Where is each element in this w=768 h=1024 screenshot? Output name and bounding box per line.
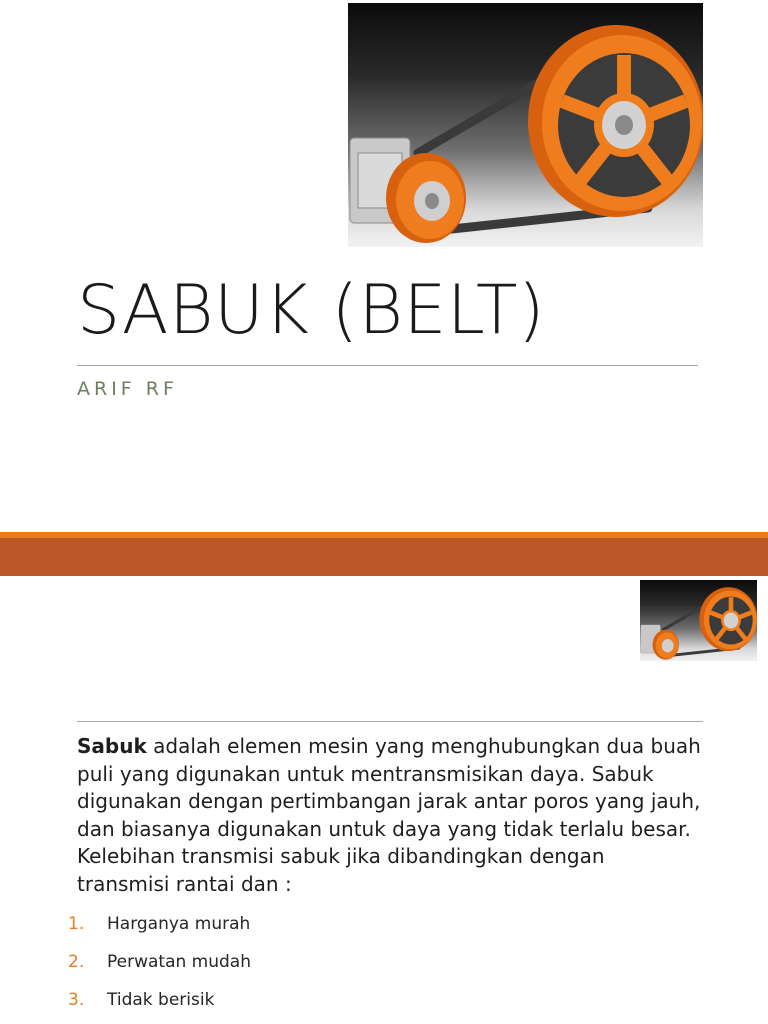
header-band — [0, 538, 768, 576]
list-item-text: Tidak berisik — [107, 990, 215, 1010]
slide-subtitle: ARIF RF — [77, 378, 178, 400]
term-bold: Sabuk — [77, 734, 147, 758]
title-divider — [77, 365, 698, 366]
content-divider — [77, 721, 703, 722]
belt-pulley-thumbnail — [640, 580, 757, 661]
slide-title: SABUK (BELT) — [77, 271, 546, 350]
list-number: 3. — [68, 990, 85, 1010]
list-number: 2. — [68, 952, 85, 972]
small-pulley — [386, 153, 466, 243]
list-item-text: Harganya murah — [107, 914, 251, 934]
definition-text: adalah elemen mesin yang menghubungkan dua buah puli yang digunakan untuk mentransmisikan daya. Sabuk digunakan dengan pertimbangan jarak antar poros yang jauh, dan biasanya digunakan untuk daya yang tidak terlalu besar. Kelebihan transmisi sabuk jika dibandingkan dengan transmisi rantai dan : — [77, 734, 701, 896]
content-slide — [0, 576, 768, 1024]
list-number: 1. — [68, 914, 85, 934]
definition-paragraph — [77, 733, 703, 898]
large-pulley — [528, 25, 703, 217]
belt-pulley-photo — [348, 3, 703, 247]
list-item-text: Perwatan mudah — [107, 952, 251, 972]
